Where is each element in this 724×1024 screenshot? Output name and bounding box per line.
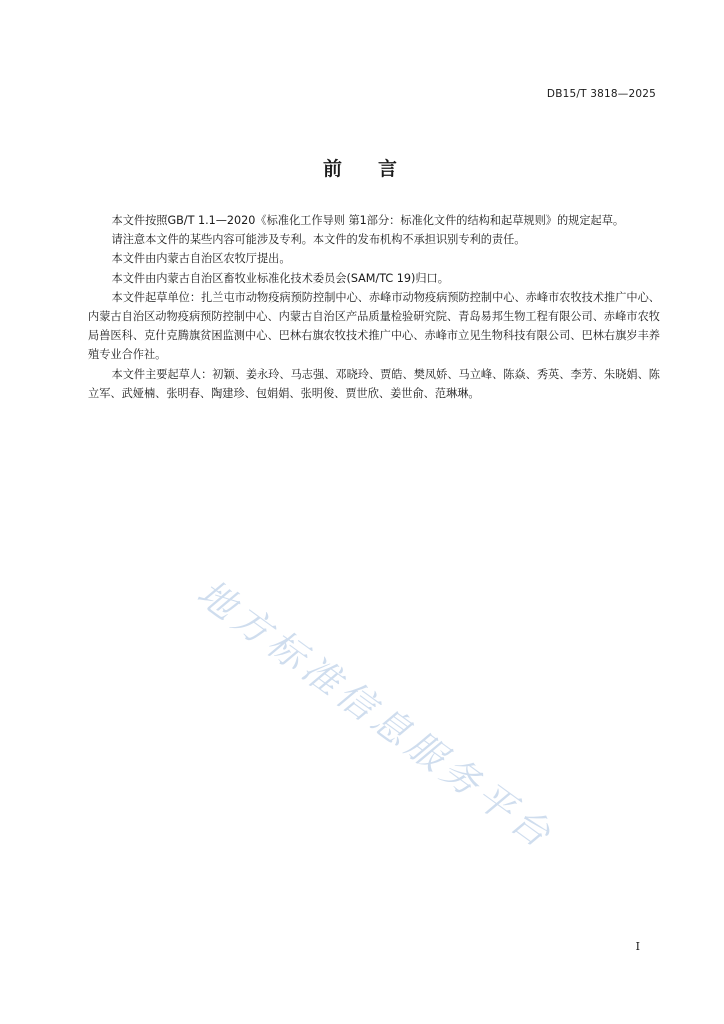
paragraph-proposer: 本文件由内蒙古自治区农牧厅提出。 <box>111 252 291 266</box>
document-code: DB15/T 3818—2025 <box>546 88 656 100</box>
paragraph-drafting-units: 本文件起草单位：扎兰屯市动物疫病预防控制中心、赤峰市动物疫病预防控制中心、赤峰市农牧技术推广中心、内蒙古自治区动物疫病预防控制中心、内蒙古自治区产品质量检验研究院、青岛易邦生物工程有限公司、赤峰市农牧局兽医科、克什克腾旗贫困监测中心、巴林右旗农牧技术推广中心、赤峰市立见生物科技有限公司、巴林右旗岁丰养殖专业合作社。 <box>88 290 660 362</box>
page-title: 前言 <box>322 158 433 180</box>
paragraph-committee: 本文件由内蒙古自治区畜牧业标准化技术委员会(SAM/TC 19)归口。 <box>111 271 449 285</box>
foreword-body <box>88 211 660 403</box>
page-number: I <box>635 940 640 953</box>
paragraph-drafting-rules: 本文件按照GB/T 1.1—2020《标准化工作导则 第1部分：标准化文件的结构和起草规则》的规定起草。 <box>111 214 625 227</box>
paragraph-patent-notice: 请注意本文件的某些内容可能涉及专利。本文件的发布机构不承担识别专利的责任。 <box>111 233 526 247</box>
paragraph-drafters: 本文件主要起草人：初颖、姜永玲、马志强、邓晓玲、贾皓、樊凤娇、马立峰、陈焱、秀英、李芳、朱晓娟、陈立军、武娅楠、张明春、陶建珍、包娟娟、张明俊、贾世欣、姜世俞、范琳琳。 <box>88 367 660 400</box>
watermark-text: 地方标准信息服务平台 <box>189 571 563 859</box>
